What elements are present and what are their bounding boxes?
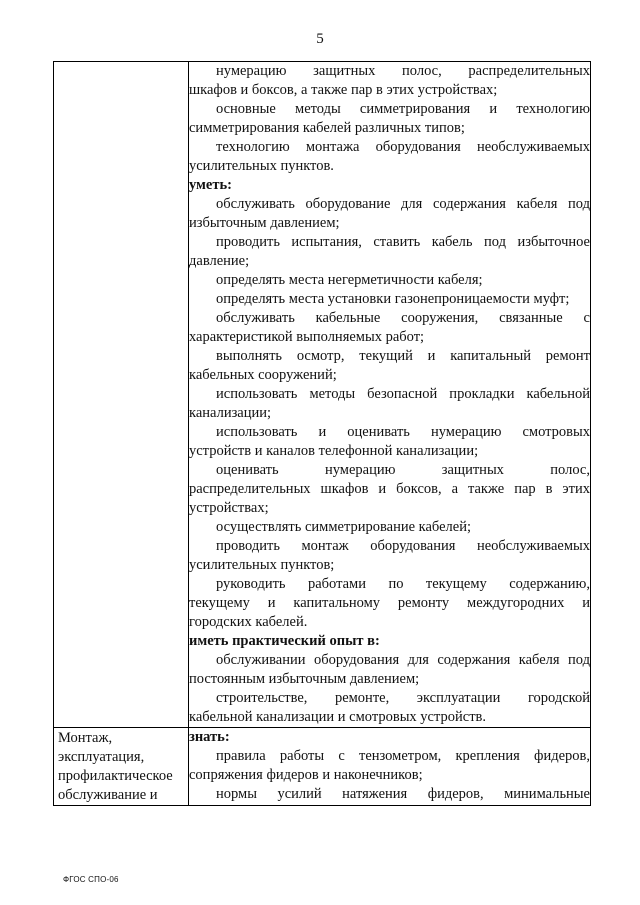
text-line: оценивать нумерацию защитных полос, bbox=[216, 462, 590, 478]
row2-left-cell bbox=[54, 728, 189, 806]
row1-left-cell bbox=[54, 62, 189, 728]
section-heading: уметь: bbox=[189, 177, 232, 193]
text-line: устройствах; bbox=[189, 500, 269, 516]
text-line: текущему и капитальному ремонту междугородних и bbox=[189, 595, 590, 611]
text-line: обслуживать кабельные сооружения, связанные с bbox=[216, 310, 590, 326]
row2-text bbox=[189, 728, 590, 804]
text-line: использовать и оценивать нумерацию смотровых bbox=[216, 424, 590, 440]
left-cell-line: эксплуатация, bbox=[58, 749, 145, 765]
text-line: избыточным давлением; bbox=[189, 215, 340, 231]
text-line: шкафов и боксов, а также пар в этих устройствах; bbox=[189, 82, 498, 98]
table-row bbox=[54, 728, 591, 806]
text-line: нумерацию защитных полос, распределительных bbox=[216, 63, 590, 79]
page-number: 5 bbox=[316, 31, 324, 47]
text-line: усилительных пунктов. bbox=[189, 158, 334, 174]
text-line: городских кабелей. bbox=[189, 614, 308, 630]
text-line: определять места установки газонепроницаемости муфт; bbox=[216, 291, 570, 307]
text-line: строительстве, ремонте, эксплуатации городской bbox=[216, 690, 590, 706]
row1-right-cell bbox=[189, 62, 591, 728]
row2-left-text bbox=[54, 728, 188, 805]
row2-right-cell bbox=[189, 728, 591, 806]
text-line: давление; bbox=[189, 253, 250, 269]
text-line: выполнять осмотр, текущий и капитальный ремонт bbox=[216, 348, 590, 364]
left-cell-line: профилактическое bbox=[58, 768, 173, 784]
text-line: проводить монтаж оборудования необслуживаемых bbox=[216, 538, 590, 554]
text-line: распределительных шкафов и боксов, а также пар в этих bbox=[189, 481, 590, 497]
table-row bbox=[54, 62, 591, 728]
text-line: кабельных сооружений; bbox=[189, 367, 337, 383]
text-line: технологию монтажа оборудования необслуживаемых bbox=[216, 139, 590, 155]
text-line: канализации; bbox=[189, 405, 272, 421]
text-line: симметрирования кабелей различных типов; bbox=[189, 120, 465, 136]
text-line: обслуживании оборудования для содержания кабеля под bbox=[216, 652, 590, 668]
text-line: проводить испытания, ставить кабель под избыточное bbox=[216, 234, 590, 250]
text-line: правила работы с тензометром, крепления фидеров, bbox=[216, 748, 590, 764]
text-line: основные методы симметрирования и технологию bbox=[216, 101, 590, 117]
row1-text bbox=[189, 62, 590, 727]
text-line: постоянным избыточным давлением; bbox=[189, 671, 420, 687]
left-cell-line: Монтаж, bbox=[58, 730, 113, 746]
text-line: усилительных пунктов; bbox=[189, 557, 335, 573]
text-line: обслуживать оборудование для содержания кабеля под bbox=[216, 196, 590, 212]
text-line: осуществлять симметрирование кабелей; bbox=[216, 519, 471, 535]
text-line: характеристикой выполняемых работ; bbox=[189, 329, 425, 345]
footer-code: ФГОС СПО-06 bbox=[63, 875, 119, 884]
text-line: определять места негерметичности кабеля; bbox=[216, 272, 483, 288]
text-line: кабельной канализации и смотровых устройств. bbox=[189, 709, 487, 725]
text-line: руководить работами по текущему содержанию, bbox=[216, 576, 590, 592]
text-line: сопряжения фидеров и наконечников; bbox=[189, 767, 423, 783]
text-line: устройств и каналов телефонной канализации; bbox=[189, 443, 479, 459]
text-line: нормы усилий натяжения фидеров, минимальные bbox=[216, 786, 590, 802]
competency-table bbox=[53, 61, 591, 806]
section-heading: знать: bbox=[189, 729, 230, 745]
section-heading: иметь практический опыт в: bbox=[189, 633, 380, 649]
left-cell-line: обслуживание и bbox=[58, 787, 158, 803]
text-line: использовать методы безопасной прокладки кабельной bbox=[216, 386, 590, 402]
